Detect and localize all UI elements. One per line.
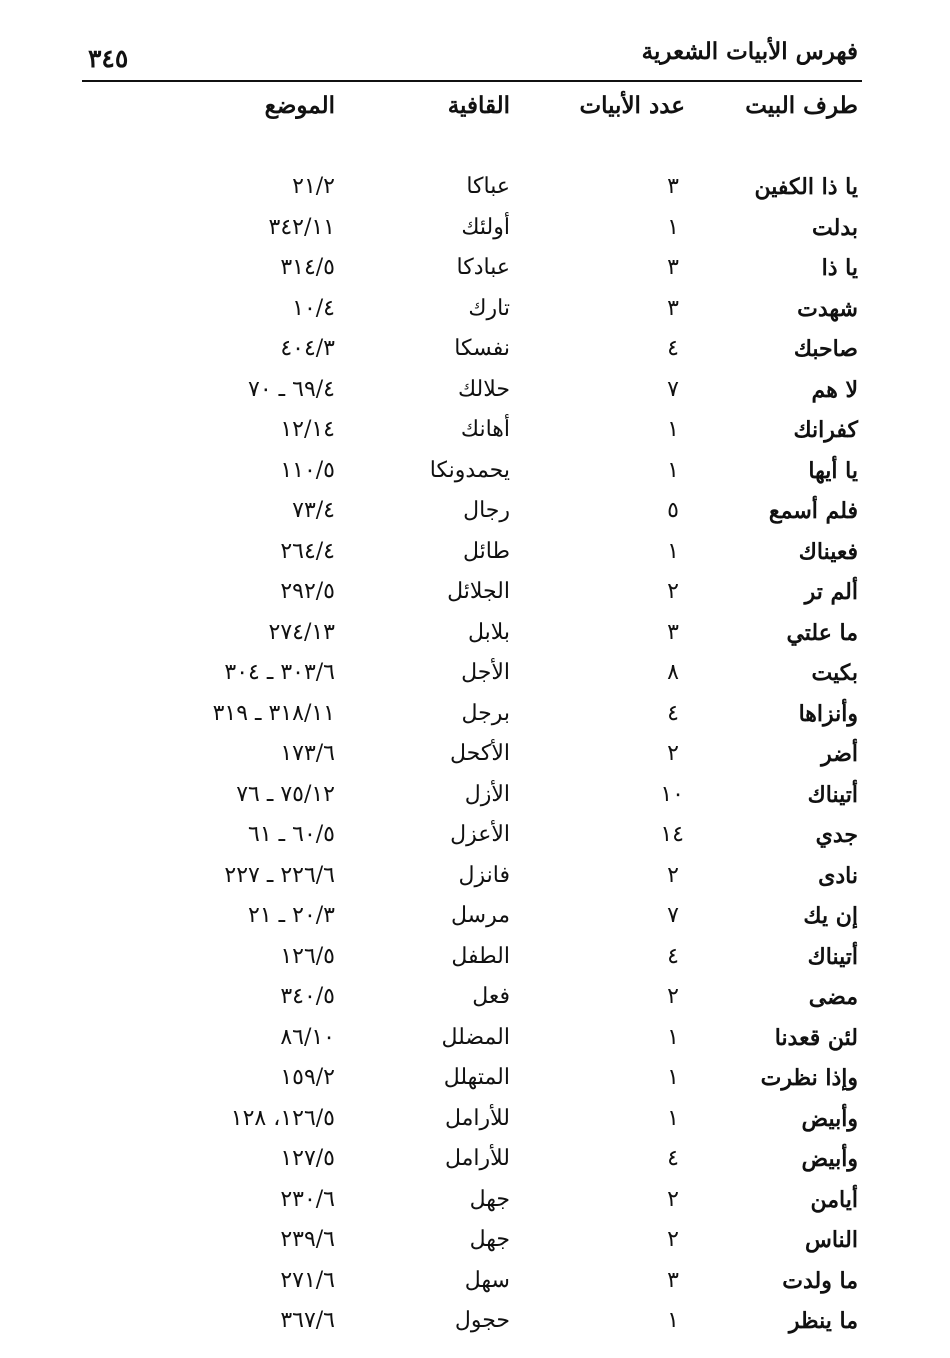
location-cell: ٣٦٧/٦: [280, 1308, 335, 1333]
location-cell: ٧٥/١٢ ـ ٧٦: [236, 781, 335, 807]
verse-count-cell: ١٤: [660, 822, 684, 847]
column-header-rhyme: القافية: [447, 92, 510, 119]
verse-count-cell: ١: [667, 457, 679, 483]
first-word-cell: بكيت: [811, 660, 858, 686]
table-row: [0, 735, 950, 776]
table-row: [0, 290, 950, 331]
first-word-cell: أتيناك: [807, 781, 858, 808]
rhyme-cell: المتهلل: [443, 1065, 510, 1090]
rhyme-cell: أهانك: [460, 417, 510, 442]
first-word-cell: أضر: [821, 741, 858, 767]
rhyme-cell: للأرامل: [444, 1146, 510, 1171]
verse-count-cell: ٧: [667, 376, 679, 402]
rhyme-cell: جهل: [469, 1186, 510, 1212]
table-row: [0, 978, 950, 1019]
table-row: [0, 938, 950, 979]
first-word-cell: مضى: [808, 984, 858, 1010]
header-rule: [82, 80, 862, 82]
table-row: [0, 654, 950, 695]
table-row: [0, 1221, 950, 1262]
location-cell: ١٢٦/٥: [280, 943, 335, 969]
verse-count-cell: ٢: [667, 741, 679, 766]
location-cell: ١٢٦/٥، ١٢٨: [230, 1105, 335, 1131]
rhyme-cell: أولئك: [461, 214, 510, 240]
first-word-cell: بدلت: [812, 214, 858, 241]
location-cell: ١٠/٤: [292, 295, 335, 321]
rhyme-cell: بلابل: [467, 619, 510, 645]
verse-count-cell: ٢: [667, 984, 679, 1009]
verse-count-cell: ٢: [667, 1227, 679, 1252]
verse-count-cell: ٣: [667, 174, 679, 199]
location-cell: ٢١/٢: [292, 174, 335, 199]
verse-count-cell: ١: [667, 417, 679, 442]
location-cell: ٣٤٢/١١: [268, 214, 335, 240]
first-word-cell: يا ذا: [821, 255, 858, 281]
location-cell: ٦٠/٥ ـ ٦١: [248, 822, 335, 847]
page-number: ٣٤٥: [88, 44, 129, 73]
location-cell: ١٢/١٤: [280, 417, 335, 442]
table-row: [0, 816, 950, 857]
table-row: [0, 1262, 950, 1303]
table-row: [0, 249, 950, 290]
verse-count-cell: ١: [667, 214, 679, 240]
rhyme-cell: الأكحل: [450, 741, 510, 766]
first-word-cell: يا أيها: [808, 457, 858, 484]
first-word-cell: صاحبك: [793, 336, 858, 362]
verse-count-cell: ٣: [667, 619, 679, 645]
table-row: [0, 209, 950, 250]
rhyme-cell: الأجل: [461, 660, 510, 685]
first-word-cell: ما ولدت: [782, 1267, 858, 1294]
table-row: [0, 1100, 950, 1141]
first-word-cell: وأبيض: [801, 1146, 858, 1172]
location-cell: ٢٧١/٦: [280, 1267, 335, 1293]
location-cell: ٢٧٤/١٣: [268, 619, 335, 645]
verse-count-cell: ١: [667, 1024, 679, 1050]
location-cell: ١٢٧/٥: [280, 1146, 335, 1171]
first-word-cell: فلم أسمع: [768, 498, 858, 524]
location-cell: ٦٩/٤ ـ ٧٠: [248, 376, 335, 402]
first-word-cell: يا ذا الكفين: [754, 174, 858, 200]
verse-count-cell: ٤: [667, 1146, 679, 1171]
verse-count-cell: ٤: [667, 700, 679, 726]
first-word-cell: كفرانك: [793, 417, 858, 443]
verse-count-cell: ١: [667, 1065, 679, 1090]
column-header-first-word: طرف البيت: [745, 92, 858, 119]
first-word-cell: إن يك: [803, 903, 858, 929]
rhyme-cell: حجول: [454, 1308, 510, 1333]
verse-index-table: [0, 168, 950, 1338]
first-word-cell: فعيناك: [798, 538, 858, 565]
location-cell: ١١٠/٥: [280, 457, 335, 483]
table-row: [0, 452, 950, 493]
rhyme-cell: المضلل: [441, 1024, 510, 1050]
first-word-cell: ألم تر: [804, 579, 858, 605]
location-cell: ٣٤٠/٥: [280, 984, 335, 1009]
table-row: [0, 1302, 950, 1343]
location-cell: ٣٠٣/٦ ـ ٣٠٤: [224, 660, 335, 685]
running-title: فهرس الأبيات الشعرية: [641, 38, 858, 65]
verse-count-cell: ٥: [667, 498, 679, 523]
rhyme-cell: تارك: [468, 295, 510, 321]
first-word-cell: جدي: [815, 822, 858, 848]
table-row: [0, 1059, 950, 1100]
first-word-cell: لا هم: [811, 376, 858, 403]
table-row: [0, 411, 950, 452]
verse-count-cell: ٣: [667, 255, 679, 280]
rhyme-cell: فانزل: [458, 862, 510, 888]
rhyme-cell: الجلائل: [447, 579, 510, 604]
location-cell: ٢٩٢/٥: [280, 579, 335, 604]
rhyme-cell: الأزل: [464, 781, 510, 807]
verse-count-cell: ٤: [667, 943, 679, 969]
location-cell: ٢٣٠/٦: [280, 1186, 335, 1212]
table-row: [0, 614, 950, 655]
rhyme-cell: فعل: [472, 984, 510, 1009]
table-row: [0, 573, 950, 614]
location-cell: ٢٦٤/٤: [280, 538, 335, 564]
rhyme-cell: مرسل: [450, 903, 510, 928]
first-word-cell: ما علتي: [786, 619, 858, 646]
column-header-location: الموضع: [264, 92, 335, 119]
location-cell: ٨٦/١٠: [280, 1024, 335, 1050]
verse-count-cell: ٢: [667, 579, 679, 604]
table-row: [0, 776, 950, 817]
rhyme-cell: عباكا: [466, 174, 510, 199]
verse-count-cell: ٨: [667, 660, 679, 685]
location-cell: ٤٠٤/٣: [280, 336, 335, 361]
rhyme-cell: سهل: [464, 1267, 510, 1293]
table-row: [0, 492, 950, 533]
location-cell: ٢٣٩/٦: [280, 1227, 335, 1252]
first-word-cell: لئن قعدنا: [774, 1024, 858, 1051]
table-row: [0, 168, 950, 209]
verse-count-cell: ٧: [667, 903, 679, 928]
verse-count-cell: ٣: [667, 295, 679, 321]
rhyme-cell: رجال: [463, 498, 510, 523]
first-word-cell: شهدت: [797, 295, 858, 322]
column-header-verse-count: عدد الأبيات: [579, 92, 685, 119]
first-word-cell: أتيناك: [807, 943, 858, 970]
location-cell: ١٥٩/٢: [280, 1065, 335, 1090]
table-row: [0, 371, 950, 412]
rhyme-cell: حلالك: [458, 376, 510, 402]
location-cell: ٧٣/٤: [292, 498, 335, 523]
first-word-cell: أيامن: [810, 1186, 858, 1213]
table-row: [0, 1140, 950, 1181]
rhyme-cell: جهل: [469, 1227, 510, 1252]
rhyme-cell: الأعزل: [450, 822, 510, 847]
rhyme-cell: طائل: [463, 538, 510, 564]
verse-count-cell: ٣: [667, 1267, 679, 1293]
verse-count-cell: ١: [667, 538, 679, 564]
first-word-cell: ما ينظر: [788, 1308, 858, 1334]
location-cell: ٣١٤/٥: [280, 255, 335, 280]
rhyme-cell: الطفل: [451, 943, 510, 969]
verse-count-cell: ٤: [667, 336, 679, 361]
table-row: [0, 857, 950, 898]
location-cell: ٣١٨/١١ ـ ٣١٩: [212, 700, 335, 726]
table-row: [0, 695, 950, 736]
verse-count-cell: ٢: [667, 862, 679, 888]
rhyme-cell: برجل: [461, 700, 510, 726]
verse-count-cell: ١: [667, 1105, 679, 1131]
first-word-cell: وأبيض: [801, 1105, 858, 1132]
first-word-cell: وإذا نظرت: [760, 1065, 858, 1091]
location-cell: ١٧٣/٦: [280, 741, 335, 766]
rhyme-cell: للأرامل: [444, 1105, 510, 1131]
first-word-cell: الناس: [804, 1227, 858, 1253]
table-row: [0, 897, 950, 938]
table-row: [0, 330, 950, 371]
first-word-cell: وأنزاها: [798, 700, 858, 727]
rhyme-cell: نفسكا: [454, 336, 510, 361]
verse-count-cell: ١: [667, 1308, 679, 1333]
rhyme-cell: يحمدونكا: [429, 457, 510, 483]
location-cell: ٢٠/٣ ـ ٢١: [248, 903, 335, 928]
table-row: [0, 1181, 950, 1222]
table-row: [0, 1019, 950, 1060]
table-row: [0, 533, 950, 574]
verse-count-cell: ١٠: [660, 781, 684, 807]
location-cell: ٢٢٦/٦ ـ ٢٢٧: [224, 862, 335, 888]
first-word-cell: نادى: [818, 862, 858, 889]
rhyme-cell: عبادكا: [456, 255, 510, 280]
verse-count-cell: ٢: [667, 1186, 679, 1212]
